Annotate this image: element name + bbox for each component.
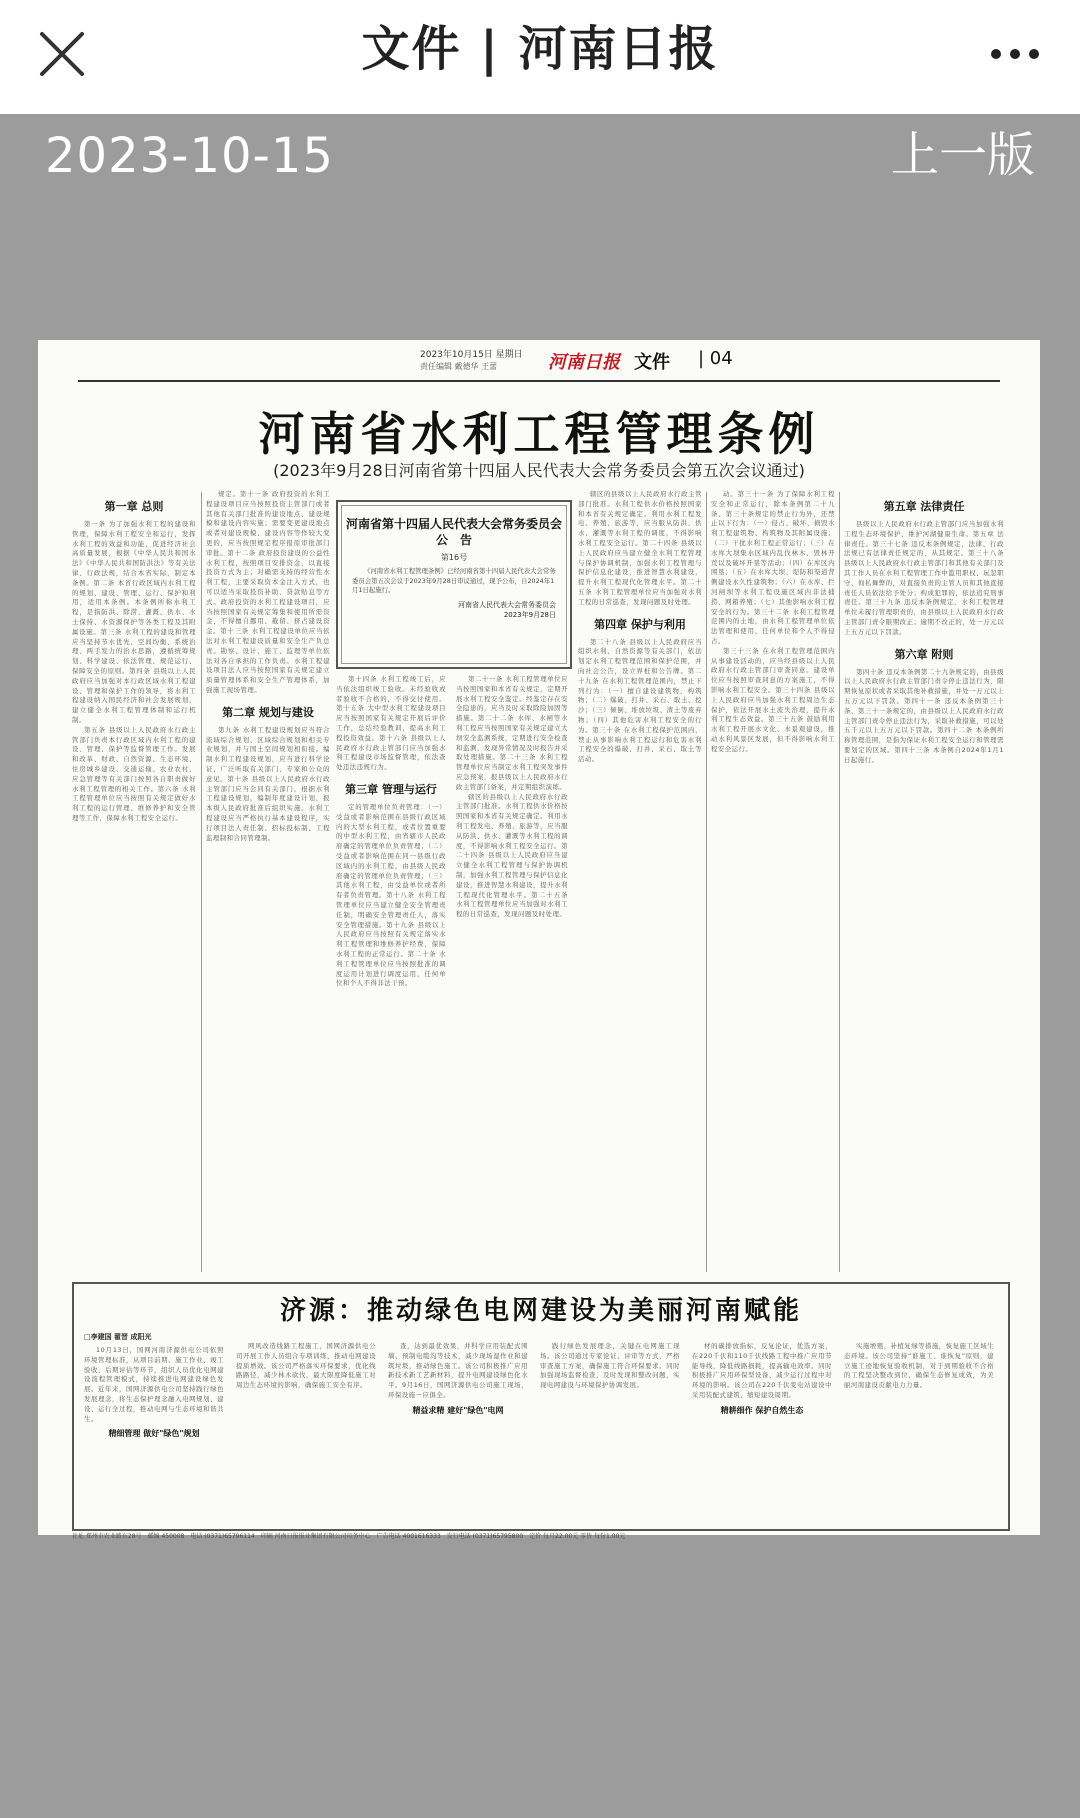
- text-column-1: [72, 490, 196, 1278]
- page-number: | 04: [698, 348, 733, 369]
- second-article-column-5: [692, 1342, 832, 1512]
- body-text: 第三十三条 在水利工程管理范围内从事建设活动的，应当经县级以上人民政府水行政主管部门审查同意。建设单位应当按照审查同意的方案施工，不得影响水利工程安全。第三十四条 县级以上人民政府应当加强水利工程周边生态保护，依法开展水土流失治理，提升水利工程生态效益。第三十五条 鼓励利用水利工程开展水文化、水景观建设，推动水利风景区发展，但不得影响水利工程安全运行。: [711, 646, 835, 753]
- article-title: 河南省水利工程管理条例: [258, 407, 820, 461]
- body-text: 动。第三十一条 为了保障水利工程安全和正常运行，除本条例第二十九条、第三十条规定的禁止行为外，还禁止以下行为：（一）侵占、破坏、损毁水利工程建筑物、构筑物及其附属设施；（二）干扰水利工程正常运行；（三）在水库大坝集水区域内乱伐林木、毁林开荒以及破坏开垦等活动；（四）在库区内围垦；（五）在水库大坝、堤防和渠道背侧建设永久性建筑物；（六）在水库、拦河闸坝等水利工程设施区域内非法捕捞、网箱养殖；（七）其他影响水利工程安全的行为。第三十二条 水利工程管理范围内的土地，由水利工程管理单位依法管理和使用，任何单位和个人不得侵占。: [711, 490, 835, 645]
- text-column-7: [844, 490, 1004, 1278]
- second-article-title: 济源：推动绿色电网建设为美丽河南赋能: [279, 1296, 802, 1326]
- second-article-column-1: [84, 1346, 224, 1516]
- body-text: 第十四条 水利工程竣工后，应当依法组织竣工验收。未经验收或者验收不合格的，不得交付使用。第十五条 大中型水利工程建设项目应当按照国家有关规定开展后评价工作，总结经验教训，提高水利工程投资效益。第十六条 县级以上人民政府水行政主管部门应当加强水利工程建设市场监督管理，依法查处违法违规行为。: [336, 675, 446, 772]
- body-text: 第二十八条 县级以上人民政府应当组织水利、自然资源等有关部门，依法划定水利工程管理范围和保护范围，并向社会公告，设立界桩和公告牌。第二十九条 在水利工程管理范围内，禁止下列行为：（一）擅自建设建筑物、构筑物；（二）爆破、打井、采石、取土、挖沙；（三）倾倒、堆放垃圾、渣土等废弃物；（四）其他危害水利工程安全的行为。第三十条 在水利工程保护范围内，禁止从事影响水利工程运行和危害水利工程安全的爆破、打井、采石、取土等活动。: [578, 637, 702, 764]
- second-article-column-4: [540, 1342, 680, 1512]
- body-text: 第四十条 违反本条例第二十九条规定的，由县级以上人民政府水行政主管部门责令停止违法行为，限期恢复原状或者采取其他补救措施，并处一万元以上五万元以下罚款。第四十一条 违反本条例第三十条、第三十一条规定的，由县级以上人民政府水行政主管部门责令停止违法行为，采取补救措施，可以处五千元以上五万元以下罚款。第四十二条 本条例所称管理范围，是指为保证水利工程安全运行和管理需要划定的区域。第四十三条 本条例自2024年1月1日起施行。: [844, 667, 1004, 764]
- second-article-column-6: [844, 1342, 994, 1512]
- text-column-5: [578, 490, 702, 1278]
- announcement-signer: 河南省人民代表大会常务委员会: [458, 600, 556, 609]
- column-divider: [201, 492, 202, 1272]
- body-text: 第一条 为了加强水利工程的建设和管理，保障水利工程安全和运行，发挥水利工程的效益和功能，促进经济社会高质量发展，根据《中华人民共和国水法》《中华人民共和国防洪法》等有关法律、行政法规，结合本省实际，制定本条例。第二条 本省行政区域内水利工程的规划、建设、管理、运行、保护和利用，适用本条例。本条例所称水利工程，是指防洪、除涝、灌溉、供水、水土保持、水资源保护等各类工程及其附属设施。第三条 水利工程的建设和管理应当坚持节水优先、空间均衡、系统治理、两手发力的治水思路，遵循统筹规划、科学建设、依法管理、规范运行、保障安全的原则。第四条 县级以上人民政府应当加强对本行政区域水利工程建设、管理和保护工作的领导，将水利工程建设纳入国民经济和社会发展规划，建立健全水利工程管理体制和运行机制。: [72, 520, 196, 724]
- editor-line: 责任编辑 戴德华 王蕾: [420, 362, 498, 371]
- more-icon: [991, 49, 1001, 59]
- section-name: 文件: [634, 352, 670, 373]
- body-text: 第九条 水利工程建设规划应当符合流域综合规划、区域综合规划和相关专业规划，并与国土空间规划相衔接。编制水利工程建设规划，应当进行科学论证，广泛听取有关部门、专家和公众的意见。第十条 县级以上人民政府水行政主管部门应当会同有关部门，根据水利工程建设规划，编制年度建设计划，报本级人民政府批准后组织实施。水利工程建设应当严格执行基本建设程序，实行项目法人责任制、招标投标制、工程监理制和合同管理制。: [206, 725, 330, 842]
- body-text: 辖区的县级以上人民政府水行政主管部门批准。水利工程供水价格按照国家和本省有关规定确定。利用水利工程发电、养殖、旅游等，应当服从防洪、供水、灌溉等水利工程的调度，不得影响水利工程安全运行。第二十四条 县级以上人民政府应当建立健全水利工程管理与保护协调机制，加强水利工程管理与保护信息化建设，推进智慧水利建设，提升水利工程现代化管理水平。第二十五条 水利工程管理单位应当加强对水利工程的日常巡查，发现问题及时处理。: [578, 490, 702, 606]
- column-divider: [839, 492, 840, 1272]
- newspaper-page[interactable]: [38, 340, 1040, 1540]
- chapter-heading: 第六章 附则: [894, 647, 954, 661]
- newspaper-header: [78, 340, 1000, 382]
- chapter-heading: 第五章 法律责任: [883, 500, 965, 513]
- body-text: 查，达到最优效果，并科学应用装配式围墙、预制电缆沟等技术，减少现场湿作业和建筑垃圾，推动绿色施工。该公司积极推广应用新技术新工艺新材料，提升电网建设绿色化水平。9月16日，国网济源供电公司施工现场，环保设施一应俱全。: [388, 1342, 528, 1399]
- chapter-heading: 第四章 保护与利用: [594, 617, 686, 631]
- newspaper-logo: 河南日报: [548, 352, 620, 373]
- chapter-heading: 第三章 管理与运行: [345, 782, 437, 796]
- top-bar: [0, 0, 1080, 114]
- sub-heading: 精益求精 建好"绿色"电网: [412, 1405, 504, 1415]
- announcement-date: 2023年9月28日: [503, 610, 556, 619]
- article-subtitle: (2023年9月28日河南省第十四届人民代表大会常务委员会第五次会议通过): [273, 461, 805, 480]
- body-text: 实施增殖、补植复绿等措施，恢复施工区域生态环境。该公司坚持“谁施工、谁恢复”原则，建立施工迹地恢复验收机制，对于到期验收不合格的工程坚决整改到位，确保生态修复成效，为美丽河南建设贡献电力力量。: [844, 1342, 994, 1390]
- chapter-heading: 第二章 规划与建设: [222, 705, 314, 719]
- text-column-4: [456, 675, 568, 1278]
- newspaper-footer: 社址 郑州市农业路东28号 邮编 450008 电话 (0371)65796114 印刷 河南日报报业集团有限公司印务中心 广告电话 4001616333 发行电话 (0371)65795800 定价 每月22.00元 零售 每份1.00元: [72, 1533, 626, 1540]
- chapter-heading: 第一章 总则: [104, 500, 164, 513]
- column-divider: [706, 492, 707, 1272]
- body-text: 材的碳排放指标，反复论证，优选方案，在220千伏和110千伏线路工程中推广应用节能导线，降低线路损耗，提高输电效率。同时积极推广应用环保型设备，减少运行过程中对环境的影响。该公司在220千伏变电站建设中采用装配式建筑，缩短建设周期。: [692, 1342, 832, 1399]
- issue-date-line: 2023年10月15日 星期日: [420, 350, 523, 360]
- text-column-2: [206, 490, 330, 1278]
- body-text: 10月13日，国网河南济源供电公司依照环境管理标准，从项目前期、施工作业、竣工验收、后期评估等环节，组织人员优化电网建设流程管理模式，持续推进电网建设绿色发展。近年来，国网济源供电公司坚持践行绿色发展理念，将生态保护理念融入电网规划、建设、运行全过程，推动电网与生态环境和谐共生。: [84, 1346, 224, 1423]
- body-text: 定的管理单位负责管理：（一）受益或者影响范围在县级行政区域内的大型水利工程，或者位置重要的中型水利工程，由省辖市人民政府确定的管理单位负责管理；（二）受益或者影响范围在同一县级行政区域内的水利工程，由县级人民政府确定的管理单位负责管理；（三）其他水利工程，由受益单位或者所有者负责管理。第十八条 水利工程管理单位应当建立健全安全管理责任制，明确安全管理责任人，落实安全管理措施。第十九条 县级以上人民政府应当按照有关规定落实水利工程管理和维修养护经费，保障水利工程的正常运行。第二十条 水利工程管理单位应当按照批准的调度运用计划进行调度运用，任何单位和个人不得非法干预。: [336, 802, 446, 988]
- body-text: 践行绿色发展理念，关键在电网施工现场。该公司通过专家论证、评审等方式，严格审查施工方案，确保施工符合环保要求。同时加强现场监督检查，及时发现和整改问题，实现电网建设与环境保护协调发展。: [540, 1342, 680, 1390]
- issue-date: 2023-10-15: [45, 128, 334, 184]
- body-text: 网风改造线路工程施工，国网济源供电公司开展工作人员组合专项训练，推动电网建设提质增效。该公司严格落实环保要求，优化线路路径，减少林木砍伐，最大限度降低施工对周边生态环境的影响，确保施工安全有序。: [236, 1342, 376, 1390]
- more-icon: [1010, 49, 1020, 59]
- sub-heading: 精耕细作 保护自然生态: [720, 1405, 804, 1415]
- body-text: 第五条 县级以上人民政府水行政主管部门负责本行政区域内水利工程的建设、管理、保护等监督管理工作。发展和改革、财政、自然资源、生态环境、住房城乡建设、交通运输、农业农村、应急管理等有关部门按照各自职责做好水利工程管理的相关工作。第六条 水利工程管理单位应当按照有关规定做好水利工程的运行管理、维修养护和安全管理等工作，保障水利工程安全运行。: [72, 725, 196, 822]
- more-button[interactable]: [980, 24, 1050, 84]
- announcement-frame: [341, 505, 567, 664]
- body-text: 第二十一条 水利工程管理单位应当按照国家和本省有关规定，定期开展水利工程安全鉴定。经鉴定存在安全隐患的，应当及时采取除险加固等措施。第二十二条 水库、水闸等水利工程应当按照国家有关规定建立大坝安全监测系统，定期进行安全检查和监测，发现异常情况及时报告并采取处理措施。第二十三条 水利工程管理单位应当制定水利工程突发事件应急预案，报县级以上人民政府水行政主管部门备案，并定期组织演练。: [456, 675, 568, 791]
- byline: □李建国 翟晋 成阳光: [84, 1333, 152, 1341]
- announcement-number: 第16号: [440, 553, 468, 562]
- sub-heading: 精细管理 做好"绿色"规划: [108, 1429, 200, 1439]
- body-text: 辖区的县级以上人民政府水行政主管部门批准。水利工程供水价格按照国家和本省有关规定确定。利用水利工程发电、养殖、旅游等，应当服从防洪、供水、灌溉等水利工程的调度，不得影响水利工程安全运行。第二十四条 县级以上人民政府应当建立健全水利工程管理与保护协调机制，加强水利工程管理与保护信息化建设，推进智慧水利建设，提升水利工程现代化管理水平。第二十五条 水利工程管理单位应当加强对水利工程的日常巡查，发现问题及时处理。: [456, 792, 568, 919]
- text-column-3: [336, 675, 446, 1278]
- text-column-6: [711, 490, 835, 1278]
- more-icon: [1029, 49, 1039, 59]
- second-article-column-3: [388, 1342, 528, 1512]
- announcement-body: 《河南省水利工程管理条例》已经河南省第十四届人民代表大会常务委员会第五次会议于2023年9月28日审议通过，现予公布，自2024年1月1日起施行。: [352, 567, 556, 595]
- body-text: 县级以上人民政府水行政主管部门应当加强水利工程生态环境保护，维护河湖健康生命。第五章 法律责任。第三十七条 违反本条例规定，法律、行政法规已有法律责任规定的，从其规定。第三十八条 县级以上人民政府水行政主管部门和其他有关部门及其工作人员在水利工程管理工作中滥用职权、玩忽职守、徇私舞弊的，对直接负责的主管人员和其他直接责任人员依法给予处分；构成犯罪的，依法追究刑事责任。第三十九条 违反本条例规定，水利工程管理单位未履行管理职责的，由县级以上人民政府水行政主管部门责令限期改正；逾期不改正的，处一万元以上五万元以下罚款。: [844, 520, 1004, 636]
- page-title: 文件 | 河南日报: [361, 21, 719, 77]
- second-article: [72, 1282, 1010, 1531]
- previous-page-button[interactable]: 上一版: [890, 127, 1035, 183]
- announcement-box: [336, 500, 572, 669]
- body-text: 规定。第十一条 政府投资的水利工程建设项目应当按照投资主管部门或者其他有关部门批准的建设地点、建设规模和建设内容实施；需要变更建设地点或者对建设规模、建设内容等作较大变更的，应当按照规定程序报原审批部门审批。第十二条 政府投资建设的公益性水利工程，按照项目安排资金，以直接投资方式为主；对确需支持的经营性水利工程，主要采取资本金注入方式，也可以适当采取投资补助、贷款贴息等方式。政府投资的水利工程建设项目，应当按照国家有关规定筹集和使用所需资金，不得擅自挪用、截留、挤占建设资金。第十三条 水利工程建设单位应当依法对水利工程建设质量和安全生产负总责。勘察、设计、施工、监理等单位依法对各自承担的工作负责。水利工程建设项目法人应当按照国家有关规定建立质量管理体系和安全生产管理体系，加强施工现场管理。: [206, 490, 330, 694]
- announcement-title: 河南省第十四届人民代表大会常务委员会公 告: [345, 517, 562, 547]
- second-article-column-2: [236, 1342, 376, 1512]
